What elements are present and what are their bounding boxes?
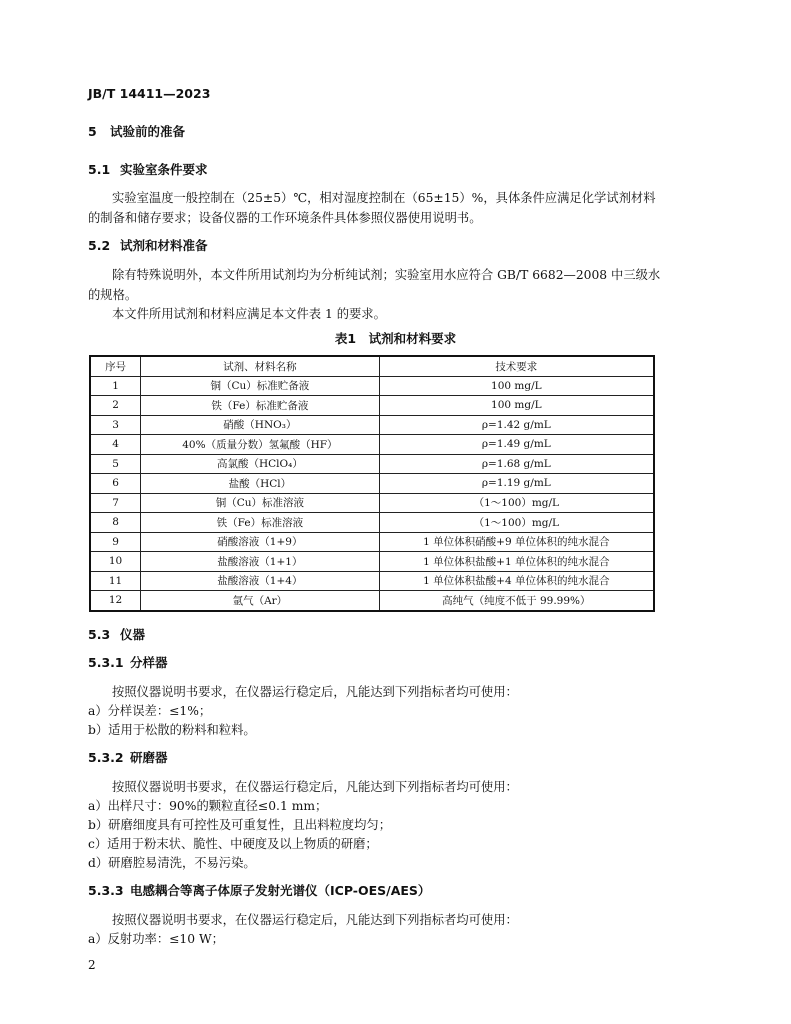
section-number: 5.3.3 xyxy=(88,883,124,898)
cell-name: 盐酸溶液（1+1） xyxy=(141,552,380,572)
cell-name: 高氯酸（HClO₄） xyxy=(141,454,380,474)
section-heading-5-3-1 xyxy=(88,653,168,671)
cell-requirement: 1 单位体积盐酸+4 单位体积的纯水混合 xyxy=(379,571,654,591)
cell-requirement: ρ=1.68 g/mL xyxy=(379,454,654,474)
table-row xyxy=(90,435,654,455)
cell-name: 盐酸（HCl） xyxy=(141,474,380,494)
cell-index: 2 xyxy=(90,396,141,416)
cell-name: 40%（质量分数）氢氟酸（HF） xyxy=(141,435,380,455)
section-number: 5.2 xyxy=(88,238,111,253)
cell-index: 12 xyxy=(90,591,141,611)
paragraph-line: 的规格。 xyxy=(88,288,138,302)
paragraph-line: 按照仪器说明书要求，在仪器运行稳定后，凡能达到下列指标者均可使用： xyxy=(112,913,518,927)
list-item: a）分样误差：≤1%； xyxy=(88,704,212,718)
section-heading-5-2 xyxy=(88,236,208,254)
section-number: 5.3.2 xyxy=(88,750,124,765)
cell-index: 3 xyxy=(90,415,141,435)
list-item: a）出样尺寸：90%的颗粒直径≤0.1 mm； xyxy=(88,799,328,813)
section-heading-5-3 xyxy=(88,625,145,643)
cell-requirement: 100 mg/L xyxy=(379,396,654,416)
cell-name: 铜（Cu）标准溶液 xyxy=(141,493,380,513)
table-row xyxy=(90,474,654,494)
section-number: 5.3.1 xyxy=(88,655,124,670)
cell-index: 1 xyxy=(90,376,141,396)
cell-index: 8 xyxy=(90,513,141,533)
cell-index: 9 xyxy=(90,532,141,552)
cell-name: 硝酸（HNO₃） xyxy=(141,415,380,435)
table-row xyxy=(90,454,654,474)
cell-index: 10 xyxy=(90,552,141,572)
section-heading-5-3-2 xyxy=(88,748,168,766)
cell-name: 铁（Fe）标准溶液 xyxy=(141,513,380,533)
cell-index: 11 xyxy=(90,571,141,591)
section-number: 5.1 xyxy=(88,162,111,177)
cell-requirement: （1～100）mg/L xyxy=(379,513,654,533)
cell-index: 5 xyxy=(90,454,141,474)
header-cell: 序号 xyxy=(90,356,141,376)
cell-name: 盐酸溶液（1+4） xyxy=(141,571,380,591)
list-item: d）研磨腔易清洗，不易污染。 xyxy=(88,856,256,870)
table-row xyxy=(90,396,654,416)
table-row xyxy=(90,571,654,591)
cell-requirement: 100 mg/L xyxy=(379,376,654,396)
table-row xyxy=(90,513,654,533)
cell-name: 硝酸溶液（1+9） xyxy=(141,532,380,552)
table-row xyxy=(90,376,654,396)
table-row xyxy=(90,552,654,572)
list-item: b）适用于松散的粉料和粒料。 xyxy=(88,723,256,737)
paragraph-line: 按照仪器说明书要求，在仪器运行稳定后，凡能达到下列指标者均可使用： xyxy=(112,780,518,794)
cell-name: 铜（Cu）标准贮备液 xyxy=(141,376,380,396)
header-cell: 试剂、材料名称 xyxy=(141,356,380,376)
section-title: 研磨器 xyxy=(130,750,168,765)
cell-index: 7 xyxy=(90,493,141,513)
list-item: a）反射功率：≤10 W； xyxy=(88,932,224,946)
cell-requirement: 高纯气（纯度不低于 99.99%） xyxy=(379,591,654,611)
cell-requirement: 1 单位体积硝酸+9 单位体积的纯水混合 xyxy=(379,532,654,552)
paragraph-line: 本文件所用试剂和材料应满足本文件表 1 的要求。 xyxy=(112,307,386,321)
section-title: 电感耦合等离子体原子发射光谱仪（ICP-OES/AES） xyxy=(130,883,431,898)
cell-requirement: ρ=1.42 g/mL xyxy=(379,415,654,435)
cell-index: 4 xyxy=(90,435,141,455)
cell-requirement: ρ=1.19 g/mL xyxy=(379,474,654,494)
cell-requirement: ρ=1.49 g/mL xyxy=(379,435,654,455)
paragraph-line: 按照仪器说明书要求，在仪器运行稳定后，凡能达到下列指标者均可使用： xyxy=(112,685,518,699)
paragraph-line: 的制备和储存要求；设备仪器的工作环境条件具体参照仪器使用说明书。 xyxy=(88,211,482,225)
table-row xyxy=(90,591,654,611)
document-code: JB/T 14411—2023 xyxy=(88,86,211,101)
table-row xyxy=(90,532,654,552)
table-row xyxy=(90,493,654,513)
page-number: 2 xyxy=(88,958,96,972)
cell-name: 铁（Fe）标准贮备液 xyxy=(141,396,380,416)
header-cell: 技术要求 xyxy=(379,356,654,376)
section-title: 试验前的准备 xyxy=(110,124,186,139)
section-title: 分样器 xyxy=(130,655,168,670)
section-number: 5 xyxy=(88,124,97,139)
section-title: 仪器 xyxy=(120,627,146,642)
section-number: 5.3 xyxy=(88,627,111,642)
section-title: 实验室条件要求 xyxy=(120,162,208,177)
cell-requirement: （1～100）mg/L xyxy=(379,493,654,513)
table-row xyxy=(90,415,654,435)
section-title: 试剂和材料准备 xyxy=(120,238,208,253)
section-heading-5-3-3 xyxy=(88,881,430,899)
cell-name: 氩气（Ar） xyxy=(141,591,380,611)
cell-requirement: 1 单位体积盐酸+1 单位体积的纯水混合 xyxy=(379,552,654,572)
section-heading-5 xyxy=(88,122,185,140)
table-header-row xyxy=(90,356,654,376)
section-heading-5-1 xyxy=(88,160,208,178)
reagents-table xyxy=(89,355,655,612)
paragraph-line: 除有特殊说明外，本文件所用试剂均为分析纯试剂；实验室用水应符合 GB/T 6682—2008 中三级水 xyxy=(112,268,661,282)
table-title: 表1 试剂和材料要求 xyxy=(334,331,457,346)
paragraph-line: 实验室温度一般控制在（25±5）℃，相对湿度控制在（65±15）%，具体条件应满足化学试剂材料 xyxy=(112,191,656,205)
cell-index: 6 xyxy=(90,474,141,494)
list-item: b）研磨细度具有可控性及可重复性，且出料粒度均匀； xyxy=(88,818,391,832)
list-item: c）适用于粉末状、脆性、中硬度及以上物质的研磨； xyxy=(88,837,378,851)
